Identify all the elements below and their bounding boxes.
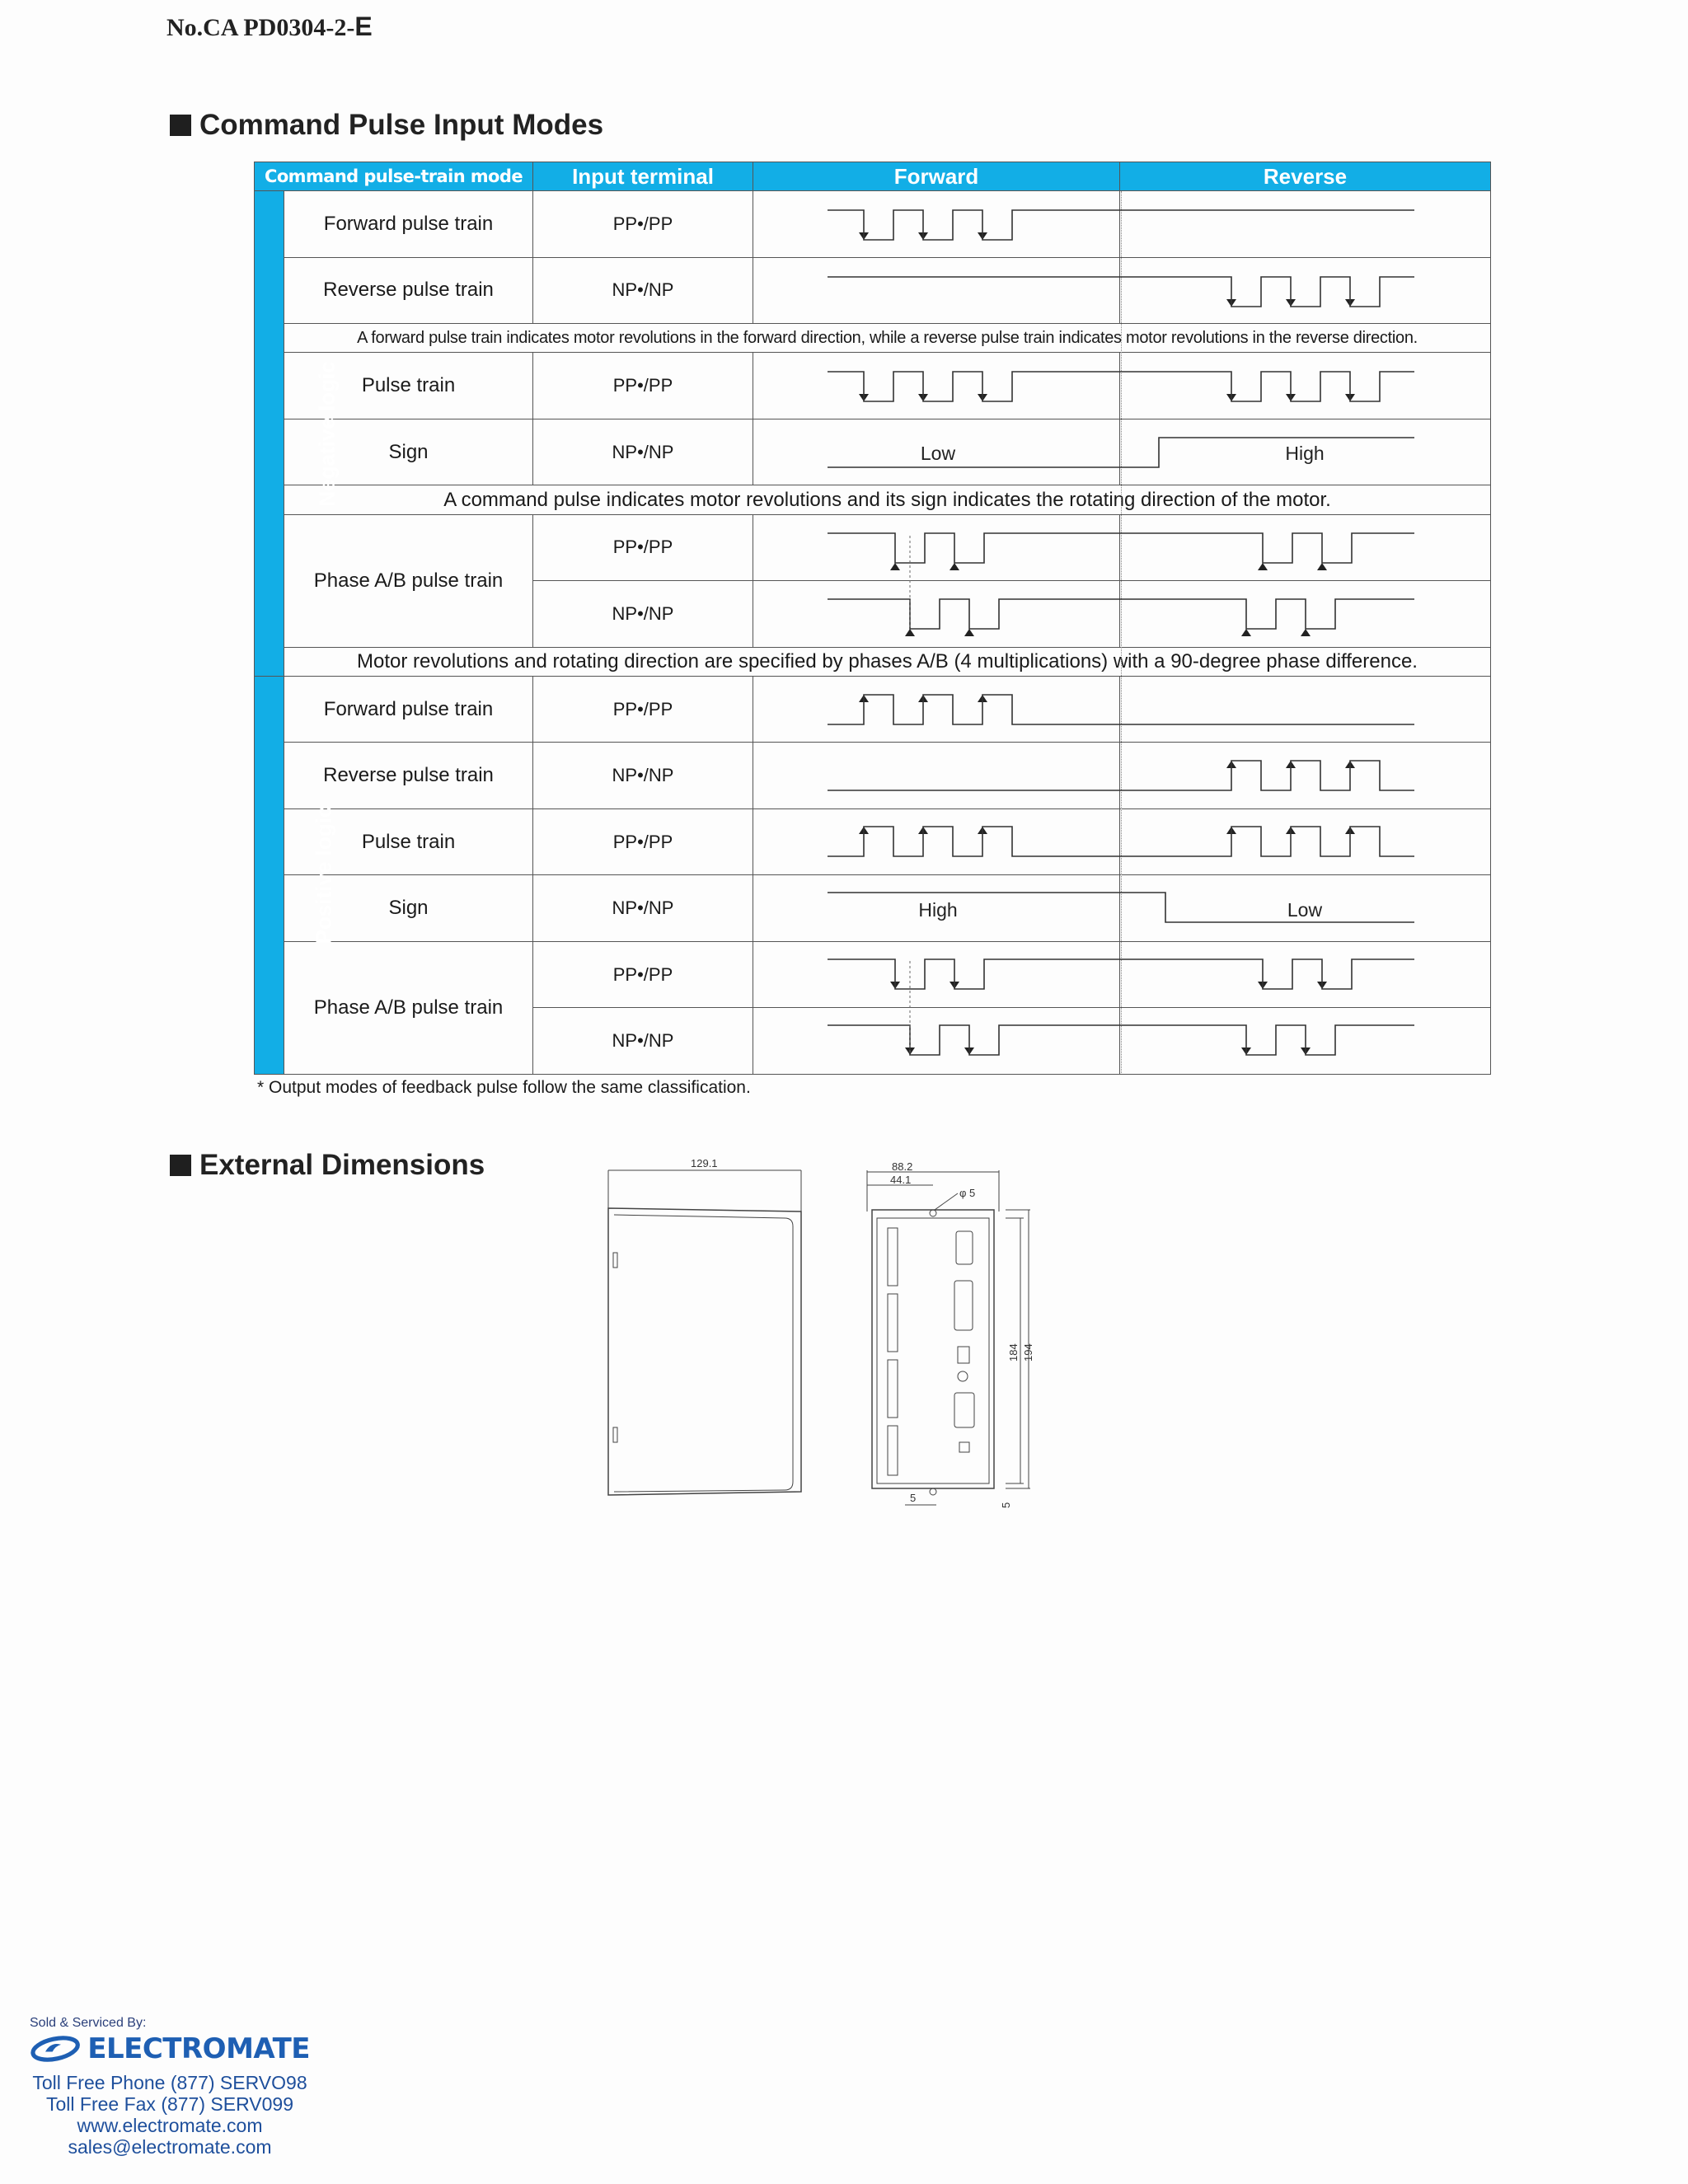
note-text: A forward pulse train indicates motor revolutions in the forward direction, while a reverse pulse train indicates motor revolutions in the reverse direction. (284, 324, 1491, 353)
positive-logic-label (255, 676, 336, 1074)
sign-label-low: Low (1287, 899, 1323, 921)
section-title-dimensions (170, 1149, 485, 1182)
waveform-reverse (1120, 191, 1491, 258)
waveform-reverse (1120, 514, 1491, 581)
terminal-cell: NP•/NP (533, 581, 753, 648)
waveform-reverse (1120, 581, 1491, 648)
document-number (166, 12, 373, 42)
table-row (255, 743, 1491, 809)
waveform-forward (753, 941, 1120, 1008)
mode-cell: Sign (284, 875, 533, 942)
waveform-forward (753, 353, 1120, 419)
mode-cell: Reverse pulse train (284, 257, 533, 324)
brand-name: ELECTROMATE (87, 2032, 310, 2065)
table-row (255, 419, 1491, 485)
dim-height-inner: 184 (1007, 1343, 1020, 1361)
dim-offset-left: 5 (910, 1492, 917, 1504)
mode-cell: Pulse train (284, 808, 533, 875)
table-row (255, 808, 1491, 875)
footnote: * Output modes of feedback pulse follow the same classification. (257, 1078, 751, 1097)
dim-half-width: 44.1 (890, 1174, 912, 1186)
table-row (255, 875, 1491, 942)
side-view (608, 1157, 801, 1495)
mode-cell: Sign (284, 419, 533, 485)
waveform-forward (753, 808, 1120, 875)
sign-label-high: High (918, 899, 958, 921)
waveform-reverse (1120, 875, 1491, 942)
mode-cell: Phase A/B pulse train (284, 941, 533, 1074)
table-row (255, 257, 1491, 324)
waveform-reverse (1120, 941, 1491, 1008)
terminal-cell: NP•/NP (533, 257, 753, 324)
mode-cell: Forward pulse train (284, 191, 533, 258)
email-link[interactable]: sales@electromate.com (68, 2136, 272, 2158)
header-forward: Forward (753, 162, 1120, 191)
negative-logic-text: Negative logic (314, 360, 340, 507)
terminal-cell: PP•/PP (533, 191, 753, 258)
header-reverse: Reverse (1120, 162, 1491, 191)
pulse-mode-table (254, 162, 1491, 1075)
waveform-reverse (1120, 676, 1491, 743)
phone-text: Toll Free Phone (877) SERVO98 (32, 2072, 307, 2093)
terminal-cell: NP•/NP (533, 419, 753, 485)
section-title-pulse-modes (170, 109, 603, 142)
note-row (255, 485, 1491, 514)
waveform-forward (753, 743, 1120, 809)
dealer-block (30, 2016, 310, 2158)
dim-width: 88.2 (892, 1160, 913, 1173)
terminal-cell: PP•/PP (533, 514, 753, 581)
terminal-cell: NP•/NP (533, 875, 753, 942)
table-row (255, 676, 1491, 743)
waveform-reverse (1120, 743, 1491, 809)
sign-label-high: High (1285, 443, 1325, 464)
dim-height-outer: 194 (1022, 1343, 1034, 1361)
waveform-forward (753, 419, 1120, 485)
header-terminal: Input terminal (533, 162, 753, 191)
waveform-reverse (1120, 808, 1491, 875)
table-row (255, 353, 1491, 419)
waveform-reverse (1120, 353, 1491, 419)
note-text: Motor revolutions and rotating direction are specified by phases A/B (4 multiplications) with a 90-degree phase difference. (284, 647, 1491, 676)
terminal-cell: PP•/PP (533, 676, 753, 743)
terminal-cell: PP•/PP (533, 353, 753, 419)
header-mode: Command pulse-train mode (255, 162, 533, 191)
dim-hole: φ 5 (959, 1187, 976, 1199)
waveform-forward (753, 676, 1120, 743)
dim-offset-bottom: 5 (1000, 1502, 1012, 1508)
square-bullet-icon (170, 1155, 191, 1176)
waveform-forward (753, 514, 1120, 581)
dim-depth: 129.1 (691, 1157, 718, 1169)
waveform-forward (753, 191, 1120, 258)
terminal-cell: PP•/PP (533, 808, 753, 875)
section-title-text: External Dimensions (199, 1149, 485, 1181)
table-row (255, 941, 1491, 1008)
note-row (255, 647, 1491, 676)
fax-text: Toll Free Fax (877) SERV099 (46, 2093, 293, 2115)
table-header-row (255, 162, 1491, 191)
mode-cell: Pulse train (284, 353, 533, 419)
positive-logic-text: Positive logic (311, 806, 336, 944)
waveform-forward (753, 257, 1120, 324)
brand-logo (30, 2032, 310, 2065)
web-link[interactable]: www.electromate.com (77, 2115, 263, 2136)
mode-cell: Reverse pulse train (284, 743, 533, 809)
note-text: A command pulse indicates motor revolutions and its sign indicates the rotating direction of the motor. (284, 485, 1491, 514)
table-row (255, 191, 1491, 258)
section-title-text: Command Pulse Input Modes (199, 109, 604, 141)
dimension-drawing (577, 1146, 1071, 1525)
mode-cell: Forward pulse train (284, 676, 533, 743)
doc-number-prefix: No.CA PD0304-2- (166, 14, 355, 41)
forward-reverse-divider (1121, 191, 1122, 1073)
waveform-forward (753, 581, 1120, 648)
waveform-forward (753, 1008, 1120, 1075)
electromate-logo-icon (30, 2032, 81, 2065)
waveform-reverse (1120, 1008, 1491, 1075)
mode-cell: Phase A/B pulse train (284, 514, 533, 647)
contact-info (30, 2072, 310, 2158)
sign-label-low: Low (920, 443, 956, 464)
negative-logic-label (255, 191, 340, 677)
waveform-reverse (1120, 419, 1491, 485)
terminal-cell: PP•/PP (533, 941, 753, 1008)
sold-by-label: Sold & Serviced By: (30, 2016, 147, 2030)
waveform-reverse (1120, 257, 1491, 324)
doc-number-suffix: E (354, 12, 373, 41)
terminal-cell: NP•/NP (533, 1008, 753, 1075)
table-row (255, 514, 1491, 581)
front-view (867, 1160, 1034, 1508)
waveform-forward (753, 875, 1120, 942)
square-bullet-icon (170, 115, 191, 136)
note-row (255, 324, 1491, 353)
terminal-cell: NP•/NP (533, 743, 753, 809)
